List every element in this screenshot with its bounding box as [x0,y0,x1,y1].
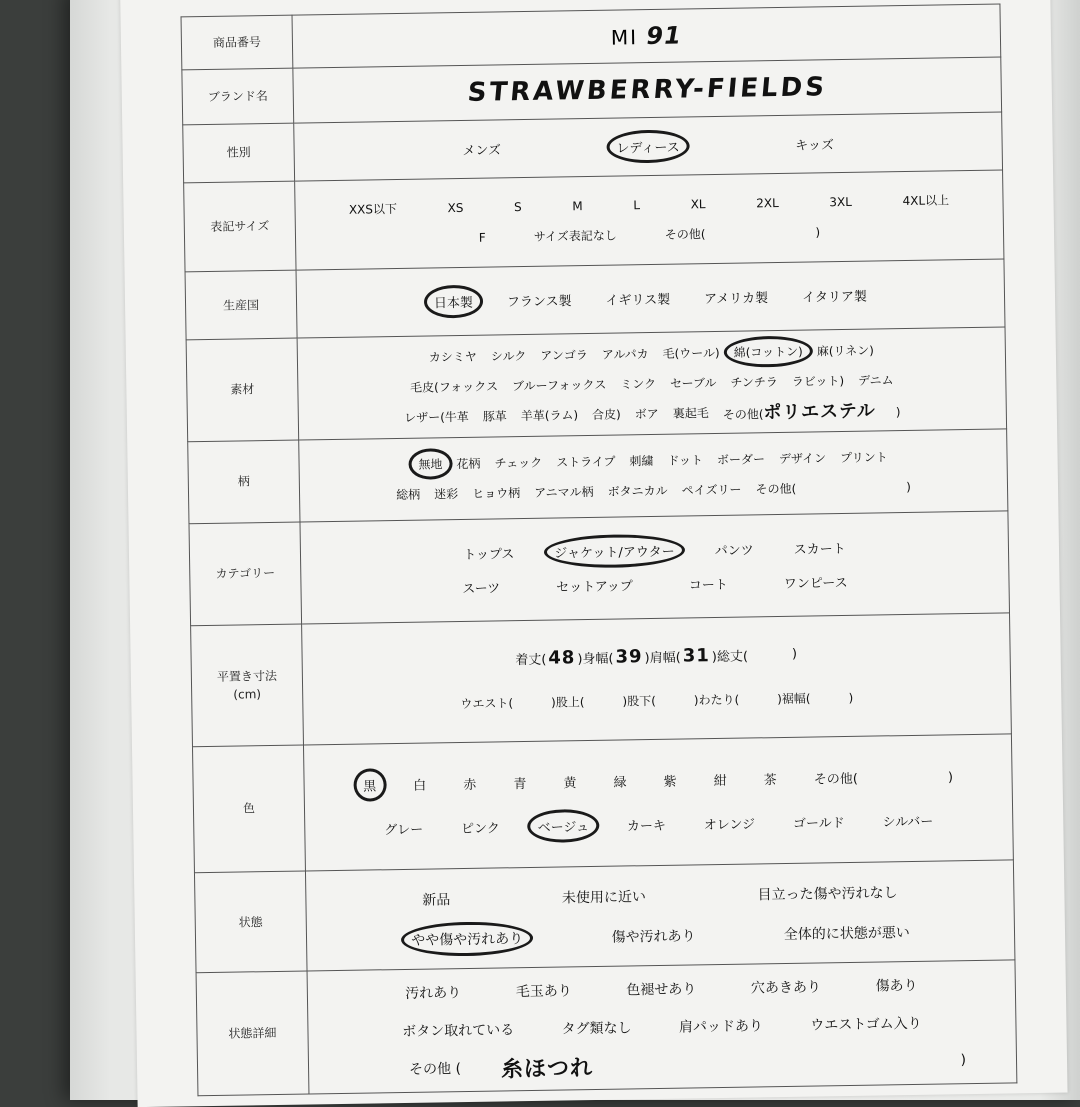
chest-value: 39 [615,646,643,668]
color-option: 紫 [663,774,677,790]
label-country: 生産国 [185,270,297,339]
material-option: チンチラ [730,374,778,390]
brand-name-handwritten: STRAWBERRY-FIELDS [466,72,829,109]
label-measurements [191,624,304,746]
shoulder-label: )肩幅( [644,650,681,667]
pattern-option: 刺繍 [629,453,654,469]
row-category [189,511,1010,626]
country-option: イギリス製 [605,292,671,309]
material-option: アンゴラ [540,347,588,363]
size-option: サイズ表記なし [533,229,617,245]
material-option: ブルーフォックス [511,377,607,394]
material-other-handwritten: ポリエステル [763,400,877,424]
color-option: ゴールド [792,815,845,832]
measurement-field: ) [848,690,854,705]
condition-option-selected: やや傷や汚れあり [411,928,523,950]
gender-option-selected: レディース [616,136,680,156]
pattern-option: ボタニカル [607,483,668,499]
label-condition-detail: 状態詳細 [196,971,309,1095]
color-other-close: ) [947,770,954,786]
color-option-selected: ベージュ [537,816,589,836]
row-size [184,169,1004,272]
product-number-prefix: MI [610,25,639,50]
length-label: 着丈( [515,652,547,669]
pattern-option: ドット [667,453,704,468]
size-option: XS [447,200,464,216]
gender-option: メンズ [462,143,502,159]
material-option: カシミヤ [428,349,477,365]
material-option: 毛(ウール) [662,345,720,361]
color-option: 青 [513,776,527,793]
size-option: M [572,199,583,214]
label-measurements-unit: (cm) [233,686,262,702]
condition-detail-option: 肩パッドあり [678,1018,764,1036]
pattern-other-close: ) [906,479,911,494]
condition-option: 目立った傷や汚れなし [757,884,898,904]
color-option: ピンク [460,821,500,837]
color-option: 黄 [563,776,577,792]
pattern-option: デザイン [778,451,827,466]
size-option: L [633,198,641,213]
label-pattern: 柄 [188,440,300,523]
measurement-field: )股下( [622,694,656,709]
color-option: 赤 [463,777,477,793]
label-brand-name: ブランド名 [182,68,294,125]
row-condition [194,860,1014,973]
condition-option: 新品 [422,891,451,909]
material-other-open: その他( [722,407,764,423]
condition-detail-other-close: ) [960,1052,967,1069]
length-value: 48 [548,647,576,669]
shoulder-value: 31 [682,645,710,667]
category-option: セットアップ [556,579,633,596]
country-option: フランス製 [506,294,572,311]
material-option: 豚革 [482,409,507,424]
category-option: トップス [463,547,515,563]
row-pattern [188,429,1008,524]
condition-detail-option: ボタン取れている [402,1022,515,1041]
label-color: 色 [192,745,305,873]
condition-detail-option: 毛玉あり [515,983,572,1001]
category-option: ワンピース [783,575,848,592]
color-option: オレンジ [703,817,756,834]
label-size: 表記サイズ [184,181,296,273]
size-option: 3XL [829,194,853,210]
material-option: 麻(リネン) [816,343,874,359]
label-product-number: 商品番号 [181,15,293,70]
category-option: コート [688,577,729,594]
color-option: 緑 [613,775,627,791]
condition-option: 傷や汚れあり [611,928,696,946]
measurement-field: )わたり( [693,692,740,708]
material-option: デニム [857,373,894,388]
pattern-option: プリント [840,450,888,465]
size-other-open: その他( [664,227,706,243]
color-option: 茶 [763,772,777,789]
label-category: カテゴリー [189,522,302,626]
row-color [192,733,1013,873]
pattern-option: 迷彩 [434,486,459,502]
condition-detail-other-label: その他 ( [408,1061,462,1079]
color-option-other [814,766,953,787]
pattern-option: ストライプ [556,454,616,470]
condition-detail-option: 汚れあり [405,985,462,1003]
country-option-selected: 日本製 [434,292,473,312]
condition-option: 未使用に近い [561,888,647,907]
material-other-close: ) [895,405,901,420]
material-option: 裏起毛 [672,406,709,421]
material-option-other [723,397,901,426]
measurement-field: ウエスト( [460,696,514,712]
material-option: ラビット) [791,373,845,389]
size-option-other [665,224,821,243]
material-option: アルパカ [601,346,649,362]
material-option: レザー(牛革 [404,409,469,425]
row-measurements [191,613,1012,746]
pattern-other-open: その他( [755,481,797,497]
condition-detail-option: ウエストゴム入り [810,1015,922,1034]
size-option: F [478,230,486,245]
material-option: ミンク [620,376,657,392]
category-option: パンツ [714,543,754,559]
condition-detail-other-handwritten: 糸ほつれ [500,1055,594,1083]
condition-detail-option: タグ類なし [561,1020,632,1038]
color-option-selected: 黒 [363,775,376,794]
country-option: アメリカ製 [703,291,769,308]
size-option: 2XL [756,195,779,211]
form-sheet [120,0,1067,1107]
pattern-option-selected: 無地 [418,457,443,472]
material-option: ボア [634,406,659,422]
material-option: 合皮) [591,407,621,422]
item-form-table [181,3,1018,1096]
condition-option: 全体的に状態が悪い [783,924,910,943]
pattern-option: ボーダー [716,452,766,467]
category-option-selected: ジャケット/アウター [554,541,675,562]
material-option: セーブル [669,375,717,391]
material-option: シルク [490,348,527,364]
size-option: XL [690,197,706,212]
pattern-option: ペイズリー [681,482,742,498]
label-condition: 状態 [194,871,307,973]
size-option: 4XL以上 [902,193,950,209]
material-option: 毛皮(フォックス [410,379,499,395]
pattern-option: チェック [494,455,543,471]
category-option: スカート [793,541,846,558]
gender-option: キッズ [795,138,835,154]
size-option: S [513,199,522,215]
material-option: 羊革(ラム) [520,408,579,423]
label-gender: 性別 [183,123,295,182]
pattern-option-other [755,478,911,497]
gender-options [294,126,1001,167]
color-option: カーキ [626,818,667,835]
condition-detail-option: 色褪せあり [626,981,697,999]
size-option: XXS以下 [348,202,398,218]
country-options [297,278,1004,319]
row-country [185,259,1005,339]
condition-detail-option: 穴あきあり [750,979,822,997]
pattern-option: 花柄 [456,456,481,471]
condition-detail-option: 傷あり [875,978,918,995]
pattern-option: 総柄 [396,487,421,502]
country-option: イタリア製 [801,289,868,306]
pattern-option: アニマル柄 [534,484,594,500]
category-option: スーツ [462,581,501,597]
measurement-field: )股上( [550,695,585,710]
label-measurements-title: 平置き寸法 [216,668,277,684]
color-other-open: その他( [813,771,859,788]
measurement-field: )裾幅( [777,691,811,707]
color-option: グレー [384,822,424,839]
color-option: シルバー [882,814,934,831]
total-length-close: ) [791,646,798,663]
total-length-label: )総丈( [711,649,749,666]
color-option: 紺 [713,773,727,789]
chest-label: )身幅( [577,651,614,668]
pattern-option: ヒョウ柄 [472,485,521,501]
size-other-close: ) [815,225,821,240]
product-number-value [610,21,683,51]
label-material: 素材 [186,338,299,442]
row-material [186,327,1007,442]
row-condition-detail [196,960,1017,1096]
color-option: 白 [413,778,427,794]
product-number-handwritten: 91 [646,21,683,51]
material-option-selected: 綿(コットン) [733,344,803,360]
